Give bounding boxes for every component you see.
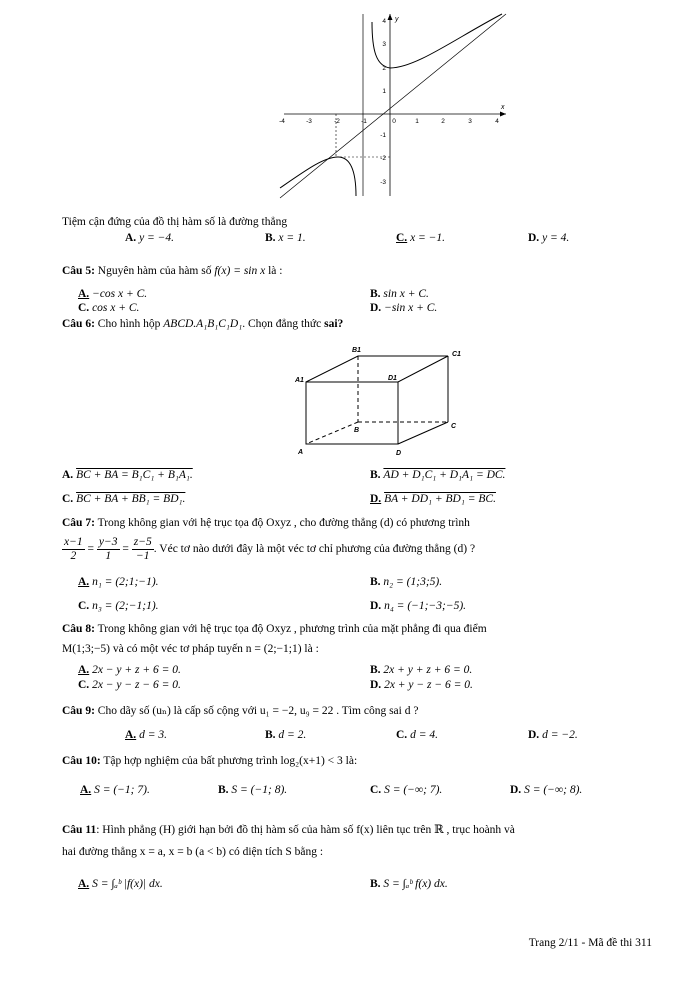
q6-stem: Câu 6: Cho hình hộp ABCD.A₁B₁C₁D₁. Chọn đẳng thức sai? [62,318,344,330]
q7-option-c[interactable]: C. n₃ = (2;−1;1). [78,600,159,612]
svg-text:2: 2 [382,65,386,72]
q4-option-b[interactable]: B. x = 1. [265,232,306,244]
q8-stem: Câu 8: Trong không gian với hệ trục tọa độ Oxyz , phương trình của mặt phẳng đi qua điểm [62,623,487,635]
q9-option-d[interactable]: D. d = −2. [528,729,578,741]
q4-option-d[interactable]: D. y = 4. [528,232,570,244]
svg-text:3: 3 [468,118,472,125]
q7-option-d[interactable]: D. n₄ = (−1;−3;−5). [370,600,467,612]
q10-option-a[interactable]: A. S = (−1; 7). [80,784,150,796]
oblique-asymptote [280,14,506,198]
svg-text:-3: -3 [306,118,312,125]
q6-option-d[interactable]: D. BA + DD₁ + BD₁ = BC. [370,493,496,505]
q9-option-c[interactable]: C. d = 4. [396,729,438,741]
x-tick-labels [279,118,499,125]
q11-stem-line2: hai đường thẳng x = a, x = b (a < b) có diện tích S bằng : [62,846,324,858]
function-graph [276,10,512,200]
svg-text:3: 3 [382,41,386,48]
q8-option-c[interactable]: C. 2x − y − z − 6 = 0. [78,679,181,691]
q4-option-a[interactable]: A. y = −4. [125,232,175,244]
label-c1: C1 [452,351,461,358]
box-figure [292,342,462,460]
label-c: C [451,423,457,430]
q11-option-b[interactable]: B. S = ∫ₐᵇ f(x) dx. [370,878,448,890]
q5-option-b[interactable]: B. sin x + C. [370,288,429,300]
svg-text:1: 1 [415,118,419,125]
svg-text:-2: -2 [334,118,340,125]
curve-left-branch [280,157,356,196]
q11-stem: Câu 11: Hình phẳng (H) giới hạn bởi đồ thị hàm số của hàm số f(x) liên tục trên ℝ , trục hoành và [62,824,515,836]
q4-option-c[interactable]: C. x = −1. [396,232,446,244]
q8-option-b[interactable]: B. 2x + y + z + 6 = 0. [370,664,473,676]
q5-option-d[interactable]: D. −sin x + C. [370,302,438,314]
svg-text:-4: -4 [279,118,285,125]
label-b: B [354,427,360,434]
q5-option-a[interactable]: A. −cos x + C. [78,288,148,300]
q4-stem: Tiệm cận đứng của đồ thị hàm số là đường thẳng [62,216,288,228]
q10-option-b[interactable]: B. S = (−1; 8). [218,784,288,796]
q10-option-c[interactable]: C. S = (−∞; 7). [370,784,443,796]
q7-option-a[interactable]: A. n₁ = (2;1;−1). [78,576,159,588]
svg-text:4: 4 [382,18,386,25]
label-a1: A1 [295,377,304,384]
q8-stem-line2: M(1;3;−5) và có một véc tơ pháp tuyến n = (2;−1;1) là : [62,643,319,655]
q8-option-a[interactable]: A. 2x − y + z + 6 = 0. [78,664,181,676]
q10-stem: Câu 10: Tập hợp nghiệm của bất phương trình log₂(x+1) < 3 là: [62,755,358,767]
svg-text:-2: -2 [380,155,386,162]
q9-option-b[interactable]: B. d = 2. [265,729,307,741]
label-d: D [396,450,402,457]
y-tick-labels [380,18,386,186]
y-axis-label: y [395,16,399,23]
q6-option-a[interactable]: A. BC + BA = B₁C₁ + B₁A₁. [62,469,193,481]
curve-right-branch [372,14,502,68]
q5-stem: Câu 5: Nguyên hàm của hàm số f(x) = sin x là : [62,265,283,277]
x-axis-label: x [501,104,505,111]
q7-option-b[interactable]: B. n₂ = (1;3;5). [370,576,443,588]
svg-text:0: 0 [392,118,396,125]
q9-stem: Câu 9: Cho dãy số (uₙ) là cấp số cộng với u₁ = −2, u₉ = 22 . Tìm công sai d ? [62,705,419,717]
q10-option-d[interactable]: D. S = (−∞; 8). [510,784,583,796]
label-a: A [298,449,304,456]
svg-text:-3: -3 [380,179,386,186]
q8-option-d[interactable]: D. 2x + y − z − 6 = 0. [370,679,473,691]
svg-text:4: 4 [495,118,499,125]
svg-text:1: 1 [382,88,386,95]
q7-stem: Câu 7: Trong không gian với hệ trục tọa độ Oxyz , cho đường thẳng (d) có phương trình [62,517,470,529]
q5-option-c[interactable]: C. cos x + C. [78,302,140,314]
q7-equation: $\frac{x-1}{2}$ = $\frac{y-3}{1}$ = $\frac{z-5}{-1}$ . Véc tơ nào dưới đây là một véc tơ chỉ phương của đường thẳng (d) ? [64,536,476,562]
q9-option-a[interactable]: A. d = 3. [125,729,167,741]
svg-text:-1: -1 [380,132,386,139]
label-b1: B1 [352,347,361,354]
q11-option-a[interactable]: A. S = ∫ₐᵇ |f(x)| dx. [78,878,163,890]
label-d1: D1 [388,375,397,382]
svg-text:-1: -1 [361,118,367,125]
q6-option-c[interactable]: C. BC + BA + BB₁ = BD₁. [62,493,186,505]
q6-option-b[interactable]: B. AD + D₁C₁ + D₁A₁ = DC. [370,469,506,481]
page-footer: Trang 2/11 - Mã đề thi 311 [528,937,652,949]
svg-text:2: 2 [441,118,445,125]
